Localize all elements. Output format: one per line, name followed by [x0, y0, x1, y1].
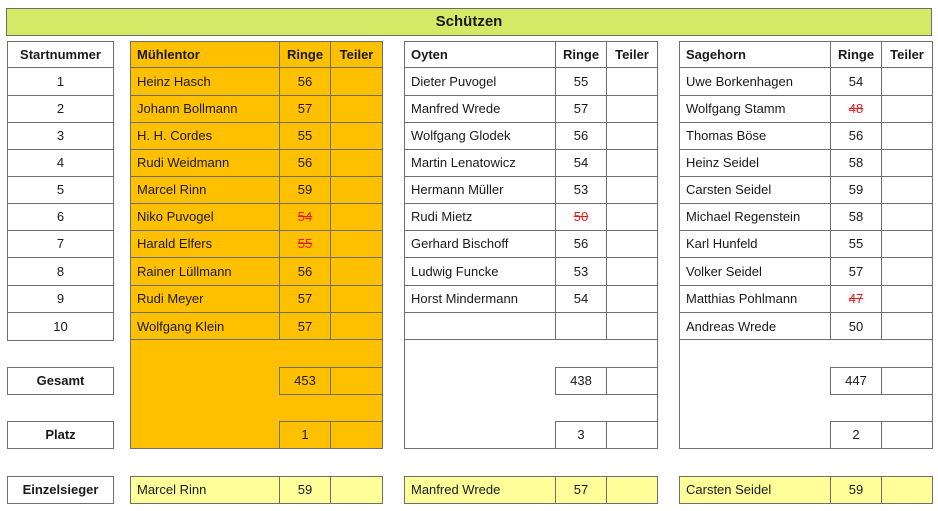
shooter-name: Hermann Müller	[404, 176, 555, 203]
shooter-rings: 53	[555, 176, 606, 203]
struck-score: 48	[848, 101, 864, 116]
shooter-name	[404, 312, 555, 340]
shooter-teiler	[330, 149, 382, 176]
shooter-rings	[279, 230, 330, 257]
shooter-rings: 55	[830, 230, 881, 257]
shooter-rings	[279, 203, 330, 230]
shooter-teiler	[330, 312, 382, 340]
shooter-name: Wolfgang Stamm	[679, 95, 830, 122]
shooter-name: H. H. Cordes	[130, 122, 279, 149]
team-total-teiler	[330, 367, 382, 394]
shooter-name: Manfred Wrede	[404, 95, 555, 122]
start-number: 10	[7, 312, 113, 340]
shooter-name: Matthias Pohlmann	[679, 285, 830, 312]
shooter-rings: 57	[555, 95, 606, 122]
shooter-name: Rudi Meyer	[130, 285, 279, 312]
shooter-teiler	[881, 67, 932, 95]
shooter-name: Niko Puvogel	[130, 203, 279, 230]
team-place-teiler	[606, 421, 657, 448]
start-number: 6	[7, 203, 113, 230]
shooter-rings: 55	[279, 122, 330, 149]
shooter-teiler	[606, 257, 657, 285]
shooter-name: Karl Hunfeld	[679, 230, 830, 257]
shooter-rings: 57	[279, 95, 330, 122]
shooter-rings: 56	[279, 67, 330, 95]
shooter-name: Dieter Puvogel	[404, 67, 555, 95]
start-number: 3	[7, 122, 113, 149]
shooter-name: Uwe Borkenhagen	[679, 67, 830, 95]
shooter-teiler	[330, 230, 382, 257]
shooter-name: Heinz Seidel	[679, 149, 830, 176]
shooter-teiler	[606, 285, 657, 312]
shooter-name: Harald Elfers	[130, 230, 279, 257]
struck-score: 50	[573, 209, 589, 224]
shooter-rings: 55	[555, 67, 606, 95]
shooter-rings: 59	[830, 176, 881, 203]
gesamt-label: Gesamt	[7, 367, 113, 394]
teiler-header: Teiler	[330, 41, 382, 67]
winner-name: Manfred Wrede	[404, 476, 555, 503]
shooter-name: Martin Lenatowicz	[404, 149, 555, 176]
startnummer-header: Startnummer	[7, 41, 113, 67]
shooter-teiler	[330, 67, 382, 95]
shooter-teiler	[330, 257, 382, 285]
shooter-teiler	[606, 230, 657, 257]
shooter-teiler	[606, 149, 657, 176]
shooter-teiler	[881, 257, 932, 285]
teiler-header: Teiler	[606, 41, 657, 67]
team-name-header: Oyten	[404, 41, 555, 67]
shooter-rings: 56	[555, 230, 606, 257]
shooter-rings: 54	[830, 67, 881, 95]
shooter-teiler	[330, 176, 382, 203]
shooter-teiler	[330, 95, 382, 122]
shooter-name: Andreas Wrede	[679, 312, 830, 340]
shooter-rings: 56	[830, 122, 881, 149]
shooter-rings: 59	[279, 176, 330, 203]
shooter-name: Horst Mindermann	[404, 285, 555, 312]
team-total: 453	[279, 367, 330, 394]
platz-label: Platz	[7, 421, 113, 448]
shooter-teiler	[881, 312, 932, 340]
shooter-rings: 56	[555, 122, 606, 149]
struck-score: 47	[848, 291, 864, 306]
shooter-rings: 58	[830, 149, 881, 176]
winner-teiler	[606, 476, 657, 503]
struck-score: 55	[297, 236, 313, 251]
team-total: 447	[830, 367, 881, 394]
struck-score: 54	[297, 209, 313, 224]
shooter-name: Marcel Rinn	[130, 176, 279, 203]
ringe-header: Ringe	[279, 41, 330, 67]
shooter-rings: 56	[279, 149, 330, 176]
shooter-name: Volker Seidel	[679, 257, 830, 285]
shooter-name: Ludwig Funcke	[404, 257, 555, 285]
winner-teiler	[881, 476, 932, 503]
start-number: 5	[7, 176, 113, 203]
team-place-teiler	[330, 421, 382, 448]
shooter-rings: 58	[830, 203, 881, 230]
shooter-rings: 57	[279, 312, 330, 340]
start-number: 1	[7, 67, 113, 95]
shooter-name: Johann Bollmann	[130, 95, 279, 122]
shooter-name: Michael Regenstein	[679, 203, 830, 230]
shooter-teiler	[606, 176, 657, 203]
shooter-rings: 53	[555, 257, 606, 285]
shooter-teiler	[881, 203, 932, 230]
shooter-teiler	[881, 230, 932, 257]
shooter-teiler	[330, 285, 382, 312]
start-number: 2	[7, 95, 113, 122]
shooter-rings	[555, 203, 606, 230]
shooter-teiler	[606, 122, 657, 149]
shooter-teiler	[330, 122, 382, 149]
start-number: 8	[7, 257, 113, 285]
shooter-name: Rainer Lüllmann	[130, 257, 279, 285]
shooter-name: Carsten Seidel	[679, 176, 830, 203]
start-number: 9	[7, 285, 113, 312]
shooter-name: Rudi Weidmann	[130, 149, 279, 176]
shooter-name: Wolfgang Glodek	[404, 122, 555, 149]
team-total-teiler	[606, 367, 657, 394]
shooter-rings	[830, 285, 881, 312]
winner-teiler	[330, 476, 382, 503]
team-total-teiler	[881, 367, 932, 394]
shooter-rings: 54	[555, 285, 606, 312]
shooter-teiler	[606, 312, 657, 340]
ringe-header: Ringe	[830, 41, 881, 67]
shooter-teiler	[606, 203, 657, 230]
start-number: 7	[7, 230, 113, 257]
winner-rings: 59	[830, 476, 881, 503]
shooter-teiler	[606, 95, 657, 122]
shooter-teiler	[881, 95, 932, 122]
shooter-teiler	[606, 67, 657, 95]
team-place-teiler	[881, 421, 932, 448]
shooter-teiler	[881, 149, 932, 176]
shooter-rings: 54	[555, 149, 606, 176]
shooter-rings: 56	[279, 257, 330, 285]
team-name-header: Mühlentor	[130, 41, 279, 67]
winner-name: Marcel Rinn	[130, 476, 279, 503]
shooter-teiler	[881, 285, 932, 312]
ringe-header: Ringe	[555, 41, 606, 67]
team-total: 438	[555, 367, 606, 394]
team-name-header: Sagehorn	[679, 41, 830, 67]
shooter-rings: 57	[279, 285, 330, 312]
shooter-teiler	[881, 176, 932, 203]
shooter-rings: 50	[830, 312, 881, 340]
shooter-name: Thomas Böse	[679, 122, 830, 149]
winner-rings: 57	[555, 476, 606, 503]
teiler-header: Teiler	[881, 41, 932, 67]
shooter-name: Gerhard Bischoff	[404, 230, 555, 257]
shooter-rings: 57	[830, 257, 881, 285]
einzelsieger-label: Einzelsieger	[7, 476, 113, 503]
shooter-rings	[830, 95, 881, 122]
team-place: 1	[279, 421, 330, 448]
start-number: 4	[7, 149, 113, 176]
shooter-rings	[555, 312, 606, 340]
shooter-name: Rudi Mietz	[404, 203, 555, 230]
team-place: 3	[555, 421, 606, 448]
winner-name: Carsten Seidel	[679, 476, 830, 503]
team-place: 2	[830, 421, 881, 448]
shooter-name: Heinz Hasch	[130, 67, 279, 95]
shooter-name: Wolfgang Klein	[130, 312, 279, 340]
shooter-teiler	[881, 122, 932, 149]
winner-rings: 59	[279, 476, 330, 503]
sheet-title: Schützen	[6, 8, 932, 36]
shooter-teiler	[330, 203, 382, 230]
